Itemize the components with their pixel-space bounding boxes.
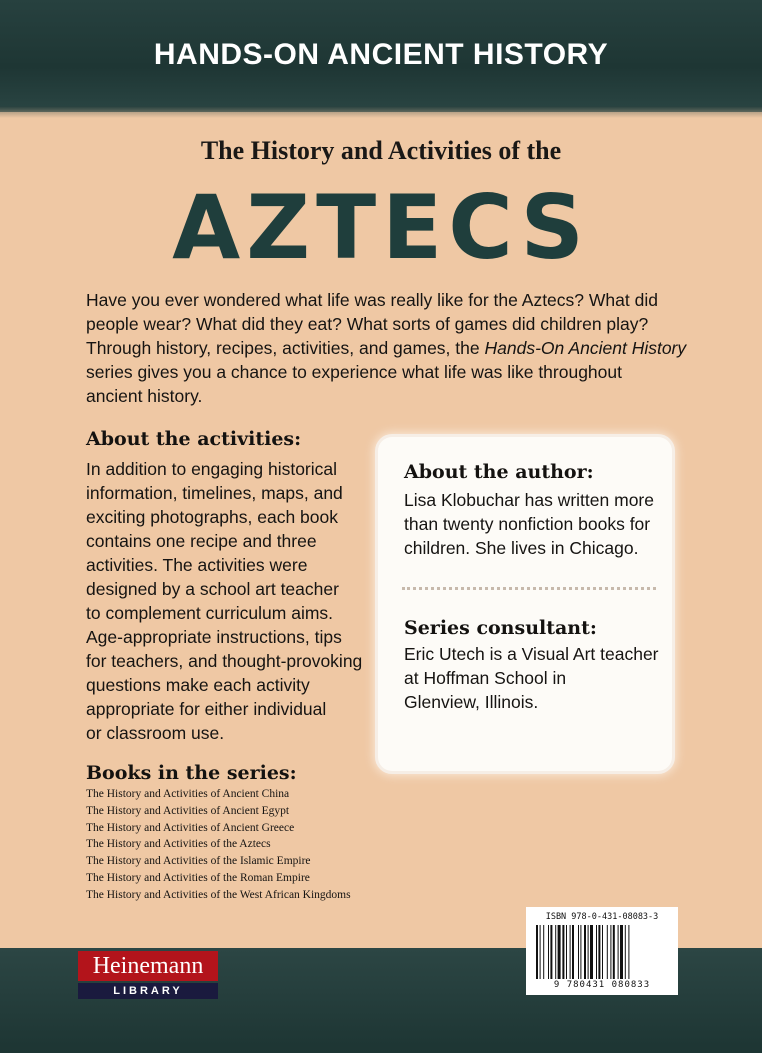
consultant-line: at Hoffman School in	[404, 668, 567, 688]
series-consultant-text	[404, 642, 659, 714]
barcode-digits: 9 780431 080833	[553, 980, 651, 990]
activities-line: contains one recipe and three	[86, 531, 317, 551]
barcode-bar	[596, 925, 597, 979]
book-subtitle: The History and Activities of the	[200, 136, 562, 165]
barcode-bar	[580, 925, 581, 979]
book-list-item: The History and Activities of Ancient China	[86, 788, 290, 800]
series-title: HANDS-ON ANCIENT HISTORY	[153, 38, 609, 71]
barcode-bar	[578, 925, 579, 979]
activities-line: questions make each activity	[86, 675, 310, 695]
barcode-bar	[548, 925, 549, 979]
series-name-italic: Hands-On Ancient History	[484, 338, 687, 358]
barcode-bar	[570, 925, 571, 979]
barcode-bar	[625, 925, 626, 979]
barcode-bar	[607, 925, 608, 979]
barcode-bar	[562, 925, 564, 979]
barcode-bar	[618, 925, 619, 979]
book-list-item: The History and Activities of the Islamic Empire	[86, 855, 311, 868]
barcode-bar	[628, 925, 629, 979]
barcode-bar	[590, 925, 593, 979]
intro-line: Have you ever wondered what life was really like for the Aztecs? What did	[86, 290, 658, 310]
intro-line-text: Through history, recipes, activities, and games, the	[86, 338, 485, 358]
author-info-card	[378, 437, 672, 771]
about-author-heading: About the author:	[404, 461, 594, 483]
author-line: than twenty nonfiction books for	[404, 514, 651, 534]
dotted-divider	[402, 587, 656, 590]
barcode-bar	[588, 925, 589, 979]
intro-line: ancient history.	[86, 386, 203, 406]
about-activities-heading: About the activities:	[86, 428, 302, 450]
barcode-bar	[620, 925, 623, 979]
barcode-bar	[602, 925, 603, 979]
book-list-item: The History and Activities of Ancient Greece	[86, 821, 295, 834]
author-line: children. She lives in Chicago.	[404, 538, 639, 558]
book-title: AZTECS	[172, 176, 590, 279]
consultant-line: Eric Utech is a Visual Art teacher	[404, 644, 659, 664]
about-activities-text	[86, 457, 362, 745]
activities-line: information, timelines, maps, and	[86, 483, 343, 503]
books-in-series-heading: Books in the series:	[86, 762, 297, 784]
barcode-bar	[598, 925, 600, 979]
activities-line: or classroom use.	[86, 723, 225, 743]
publisher-imprint: LIBRARY	[78, 983, 218, 999]
barcode-bar	[613, 925, 615, 979]
barcode-bar	[610, 925, 611, 979]
activities-line: appropriate for either individual	[86, 699, 327, 719]
header-band	[0, 0, 762, 112]
barcode-bar	[540, 925, 541, 979]
barcode-bar	[550, 925, 552, 979]
book-list-item: The History and Activities of the Aztecs	[86, 838, 271, 851]
activities-line: exciting photographs, each book	[86, 507, 338, 527]
activities-line: for teachers, and thought-provoking	[86, 651, 363, 671]
barcode-bar	[536, 925, 538, 979]
isbn-label: ISBN 978-0-431-08083-3	[545, 912, 659, 922]
intro-line: people wear? What did they eat? What sorts of games did children play?	[86, 314, 649, 334]
barcode-bar	[572, 925, 574, 979]
intro-line	[86, 336, 686, 360]
series-consultant-heading: Series consultant:	[404, 617, 597, 639]
barcode-bar	[566, 925, 567, 979]
activities-line: Age-appropriate instructions, tips	[86, 627, 342, 647]
barcode-bars	[534, 925, 670, 979]
barcode-bar	[584, 925, 586, 979]
activities-line: In addition to engaging historical	[86, 459, 338, 479]
barcode-bar	[558, 925, 561, 979]
about-author-text	[404, 488, 654, 560]
book-list-item: The History and Activities of Ancient Egypt	[86, 804, 290, 817]
consultant-line: Glenview, Illinois.	[404, 692, 539, 712]
author-line: Lisa Klobuchar has written more	[404, 490, 654, 510]
publisher-name: Heinemann	[78, 951, 218, 981]
book-list-item: The History and Activities of the Roman Empire	[86, 871, 310, 884]
barcode-bar	[543, 925, 544, 979]
intro-paragraph	[86, 288, 686, 408]
book-list-item: The History and Activities of the West African Kingdoms	[86, 888, 351, 901]
heinemann-library-logo	[78, 951, 218, 999]
intro-line: series gives you a chance to experience what life was like throughout	[86, 362, 622, 382]
activities-line: to complement curriculum aims.	[86, 603, 334, 623]
books-list	[86, 786, 351, 904]
activities-line: activities. The activities were	[86, 555, 308, 575]
isbn-barcode	[526, 907, 678, 995]
barcode-bar	[555, 925, 556, 979]
activities-line: designed by a school art teacher	[86, 579, 339, 599]
